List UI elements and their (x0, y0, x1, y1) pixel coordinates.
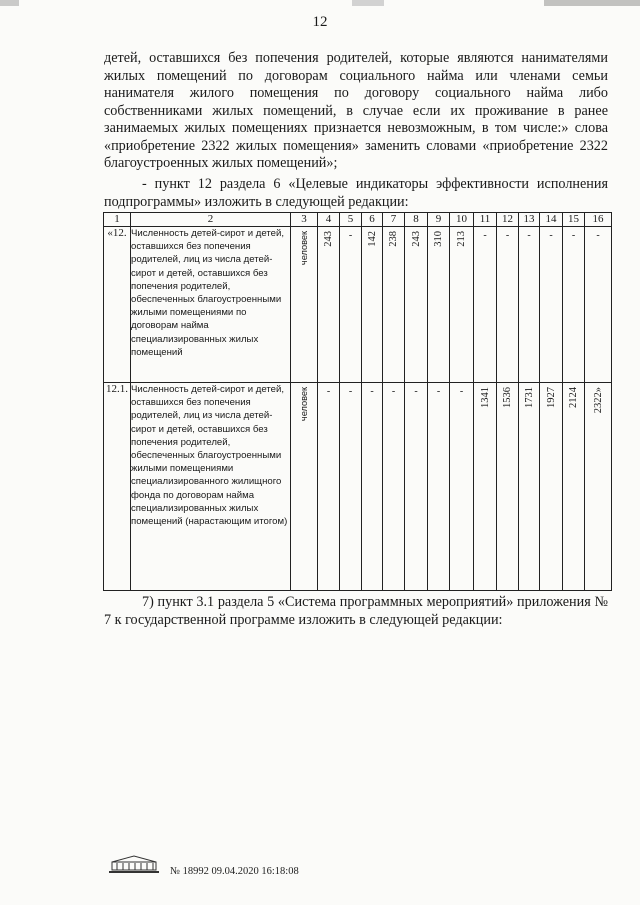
value-label: - (414, 386, 418, 397)
value-label: 2322» (592, 387, 604, 414)
value-label: - (549, 230, 553, 241)
value-cell (497, 383, 519, 591)
table-header-row (104, 213, 612, 227)
column-header: 2 (131, 213, 291, 227)
value-cell (340, 227, 362, 383)
value-label: 1536 (502, 387, 513, 408)
column-header: 5 (340, 213, 362, 227)
unit-label: человек (298, 387, 309, 422)
value-label: - (436, 386, 441, 397)
column-header: 4 (318, 213, 340, 227)
value-cell (405, 227, 428, 383)
value-label: 238 (388, 231, 399, 247)
indicator-name: Численность детей-сирот и детей, оставшихся без попечения родителей, лиц из числа детей-сирот и детей, оставшихся без попечения родителей, обеспеченных благоустроенными жилыми помещениями по договорам найма специализированных жилых помещений (131, 227, 291, 383)
value-label: - (370, 386, 374, 397)
value-cell (383, 227, 405, 383)
value-cell (405, 383, 428, 591)
column-header: 14 (540, 213, 563, 227)
value-cell (497, 227, 519, 383)
value-cell (340, 383, 362, 591)
value-label: - (483, 230, 487, 241)
value-cell (585, 383, 612, 591)
indicators-table (103, 212, 612, 591)
column-header: 11 (474, 213, 497, 227)
value-label: 142 (366, 231, 378, 247)
value-cell (450, 383, 474, 591)
value-label: - (505, 230, 510, 241)
unit-cell (291, 227, 318, 383)
paragraph-item-7: 7) пункт 3.1 раздела 5 «Система программных мероприятий» приложения № 7 к государственной программе изложить в следующей редакции: (104, 594, 608, 628)
building-logo-icon (108, 854, 160, 874)
column-header: 13 (519, 213, 540, 227)
value-label: 1341 (479, 387, 491, 408)
unit-cell (291, 383, 318, 591)
indicator-name: Численность детей-сирот и детей, оставшихся без попечения родителей, лиц из числа детей-сирот и детей, оставшихся без попечения родителей, обеспеченных благоустроенными жилыми помещениями специализированного жилищного фонда по договорам найма специализированных жилых помещений (нарастающим итогом) (131, 383, 291, 591)
column-header: 3 (291, 213, 318, 227)
value-cell (519, 227, 540, 383)
value-label: 213 (456, 231, 467, 247)
value-cell (362, 227, 383, 383)
scan-edge (0, 0, 640, 6)
value-cell (563, 383, 585, 591)
value-label: 1731 (523, 387, 535, 408)
column-header: 8 (405, 213, 428, 227)
value-label: - (571, 230, 576, 241)
value-cell (383, 383, 405, 591)
value-label: - (391, 386, 396, 397)
value-cell (450, 227, 474, 383)
column-header: 7 (383, 213, 405, 227)
value-label: - (527, 230, 531, 241)
value-label: 2124 (568, 387, 579, 408)
value-cell (585, 227, 612, 383)
value-label: 1927 (545, 387, 557, 408)
paragraph-intro: детей, оставшихся без попечения родителей, которые являются нанимателями жилых помещений по договорам социального найма или членами семьи нанимателя жилого помещения по договору социального найма либо собственниками жилых помещений, в случае если их проживание в ранее занимаемых жилых помещениях признается невозможным, в том числе:» слова «приобретение 2322 жилых помещения» заменить словами «приобретение 2322 благоустроенных жилых помещений»; (104, 50, 608, 171)
value-label: 243 (410, 231, 422, 247)
value-cell (474, 227, 497, 383)
value-label: - (348, 230, 353, 241)
value-label: 243 (323, 231, 334, 247)
paragraph-item-12: - пункт 12 раздела 6 «Целевые индикаторы эффективности исполнения подпрограммы» изложить в следующей редакции: (104, 176, 608, 210)
value-cell (474, 383, 497, 591)
value-label: - (326, 386, 331, 397)
page-number: 12 (312, 14, 328, 30)
value-cell (540, 227, 563, 383)
value-cell (428, 227, 450, 383)
column-header: 1 (104, 213, 131, 227)
row-number: «12. (104, 227, 131, 383)
unit-label: человек (298, 231, 309, 266)
value-label: - (459, 386, 464, 397)
value-cell (428, 383, 450, 591)
value-label: - (596, 230, 600, 241)
column-header: 12 (497, 213, 519, 227)
table-row (104, 383, 612, 591)
value-cell (540, 383, 563, 591)
row-number: 12.1. (104, 383, 131, 591)
column-header: 6 (362, 213, 383, 227)
column-header: 16 (585, 213, 612, 227)
value-cell (519, 383, 540, 591)
column-header: 9 (428, 213, 450, 227)
value-cell (318, 383, 340, 591)
value-cell (318, 227, 340, 383)
value-cell (362, 383, 383, 591)
table-row (104, 227, 612, 383)
value-cell (563, 227, 585, 383)
column-header: 10 (450, 213, 474, 227)
registration-stamp: № 18992 09.04.2020 16:18:08 (170, 866, 299, 877)
value-label: - (348, 386, 353, 397)
column-header: 15 (563, 213, 585, 227)
value-label: 310 (433, 231, 444, 247)
